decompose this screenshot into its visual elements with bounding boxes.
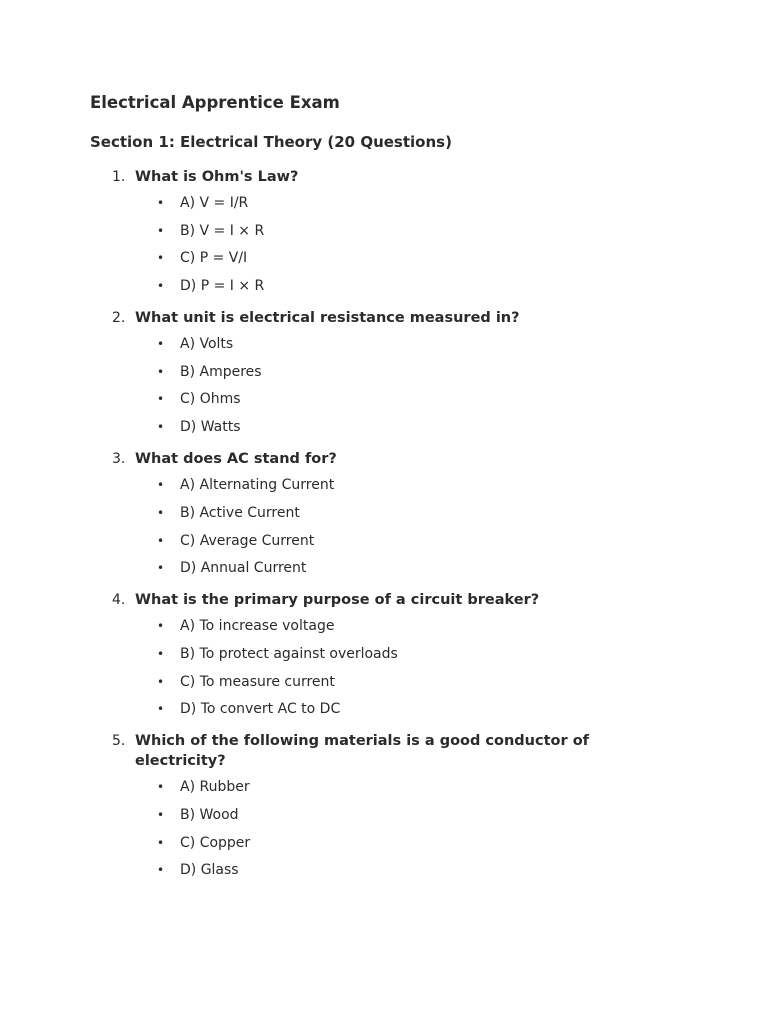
- bullet-icon: •: [157, 420, 165, 435]
- option-text: C) P = V/I: [180, 250, 248, 267]
- question-item: [90, 731, 650, 880]
- option-item: [135, 334, 650, 354]
- option-text: B) To protect against overloads: [180, 645, 398, 662]
- question-number: 3.: [112, 451, 126, 468]
- section-heading: Section 1: Electrical Theory (20 Questions): [90, 133, 452, 151]
- option-text: C) Copper: [180, 834, 251, 851]
- option-text: C) Average Current: [180, 532, 315, 549]
- bullet-icon: •: [157, 780, 165, 795]
- bullet-icon: •: [157, 364, 165, 379]
- option-item: [135, 193, 650, 213]
- option-item: [135, 389, 650, 409]
- option-item: [135, 248, 650, 268]
- option-item: [135, 503, 650, 523]
- option-item: [135, 417, 650, 437]
- bullet-icon: •: [157, 646, 165, 661]
- bullet-icon: •: [157, 674, 165, 689]
- option-text: C) Ohms: [180, 391, 241, 408]
- question-text: What does AC stand for?: [135, 451, 337, 468]
- bullet-icon: •: [157, 619, 165, 634]
- option-item: [135, 860, 650, 880]
- option-list: [135, 777, 650, 880]
- option-item: [135, 616, 650, 636]
- bullet-icon: •: [157, 251, 165, 266]
- option-text: B) Amperes: [180, 363, 262, 380]
- option-item: [135, 276, 650, 296]
- option-text: D) Glass: [180, 862, 239, 879]
- bullet-icon: •: [157, 337, 165, 352]
- option-item: [135, 777, 650, 797]
- option-text: A) Alternating Current: [180, 477, 335, 494]
- question-item: [90, 449, 650, 578]
- question-text: What unit is electrical resistance measured in?: [135, 310, 520, 327]
- option-item: [135, 362, 650, 382]
- option-text: D) Annual Current: [180, 560, 307, 577]
- exam-document: [90, 92, 650, 892]
- bullet-icon: •: [157, 505, 165, 520]
- option-item: [135, 644, 650, 664]
- option-text: A) V = I/R: [180, 195, 249, 211]
- question-text: Which of the following materials is a good conductor of electricity?: [135, 733, 589, 770]
- option-text: A) To increase voltage: [180, 618, 335, 635]
- option-text: A) Rubber: [180, 779, 250, 796]
- bullet-icon: •: [157, 223, 165, 238]
- option-item: [135, 475, 650, 495]
- option-item: [135, 531, 650, 551]
- option-text: B) Wood: [180, 806, 239, 823]
- question-number: 2.: [112, 310, 126, 327]
- bullet-icon: •: [157, 533, 165, 548]
- bullet-icon: •: [157, 702, 165, 717]
- bullet-icon: •: [157, 279, 165, 294]
- option-text: C) To measure current: [180, 673, 335, 690]
- option-item: [135, 699, 650, 719]
- question-number: 5.: [112, 733, 126, 750]
- option-list: [135, 334, 650, 437]
- option-text: B) V = I × R: [180, 222, 265, 239]
- option-item: [135, 805, 650, 825]
- option-text: D) P = I × R: [180, 278, 265, 295]
- option-text: D) To convert AC to DC: [180, 701, 341, 718]
- question-text: What is Ohm's Law?: [135, 169, 299, 185]
- option-list: [135, 616, 650, 719]
- option-item: [135, 672, 650, 692]
- option-list: [135, 193, 650, 296]
- option-list: [135, 475, 650, 578]
- question-text: What is the primary purpose of a circuit breaker?: [135, 592, 540, 609]
- bullet-icon: •: [157, 807, 165, 822]
- option-item: [135, 221, 650, 241]
- question-item: [90, 590, 650, 719]
- bullet-icon: •: [157, 392, 165, 407]
- question-list: [90, 167, 650, 880]
- bullet-icon: •: [157, 561, 165, 576]
- option-text: D) Watts: [180, 419, 241, 436]
- question-item: [90, 308, 650, 437]
- document-title: Electrical Apprentice Exam: [90, 93, 340, 112]
- bullet-icon: •: [157, 478, 165, 493]
- option-text: B) Active Current: [180, 504, 300, 521]
- option-text: A) Volts: [180, 336, 234, 353]
- question-number: 4.: [112, 592, 126, 609]
- question-item: [90, 167, 650, 296]
- bullet-icon: •: [157, 863, 165, 878]
- bullet-icon: •: [157, 196, 165, 210]
- option-item: [135, 558, 650, 578]
- bullet-icon: •: [157, 835, 165, 850]
- option-item: [135, 833, 650, 853]
- question-number: 1.: [112, 169, 126, 185]
